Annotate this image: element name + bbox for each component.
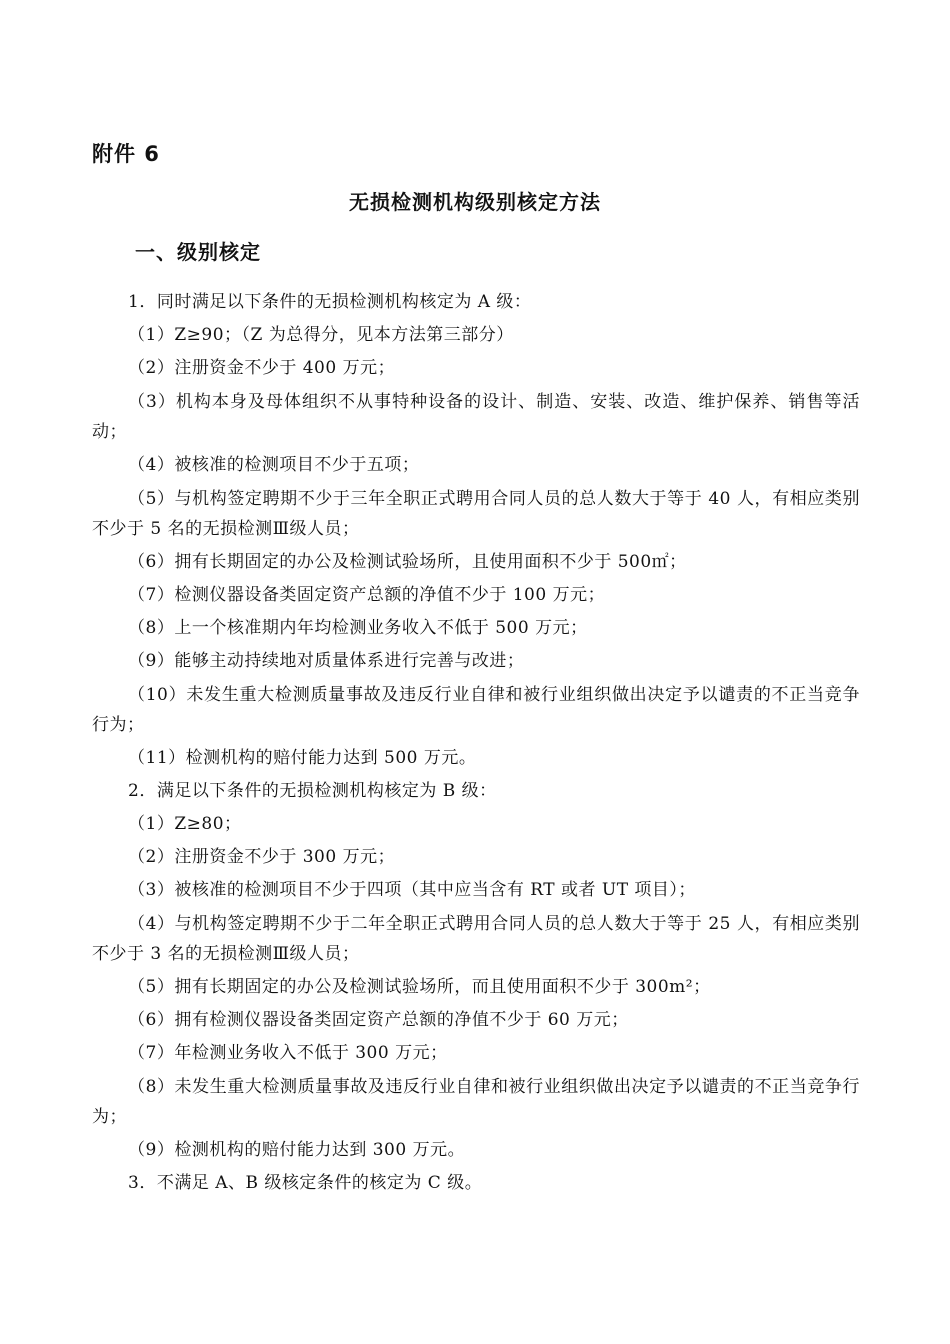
paragraph-b-7: （7）年检测业务收入不低于 300 万元；: [128, 1043, 448, 1063]
paragraph-b-4: （4）与机构签定聘期不少于二年全职正式聘用合同人员的总人数大于等于 25 人，有相应类别不少于 3 名的无损检测Ⅲ级人员；: [92, 914, 860, 964]
document-title: 无损检测机构级别核定方法: [349, 190, 601, 214]
paragraph-a-8: （8）上一个核准期内年均检测业务收入不低于 500 万元；: [128, 618, 588, 638]
paragraph-a-1: （1）Z≥90；（Z 为总得分，见本方法第三部分）: [128, 325, 514, 345]
paragraph-a-4: （4）被核准的检测项目不少于五项；: [128, 455, 420, 475]
document-body: [92, 286, 860, 1200]
paragraph-a-5: （5）与机构签定聘期不少于三年全职正式聘用合同人员的总人数大于等于 40 人，有相应类别不少于 5 名的无损检测Ⅲ级人员；: [92, 489, 860, 539]
paragraph-a-7: （7）检测仪器设备类固定资产总额的净值不少于 100 万元；: [128, 585, 606, 605]
paragraph-b-1: （1）Z≥80；: [128, 814, 242, 834]
attachment-label: 附件 6: [92, 142, 160, 166]
paragraph-b-2: （2）注册资金不少于 300 万元；: [128, 847, 396, 867]
paragraph-b-9: （9）检测机构的赔付能力达到 300 万元。: [128, 1140, 466, 1160]
paragraph-a-2: （2）注册资金不少于 400 万元；: [128, 358, 396, 378]
paragraph-a-3: （3）机构本身及母体组织不从事特种设备的设计、制造、安装、改造、维护保养、销售等活动；: [92, 392, 860, 442]
section-heading: 一、级别核定: [135, 240, 261, 264]
paragraph-a-10: （10）未发生重大检测质量事故及违反行业自律和被行业组织做出决定予以谴责的不正当竞争行为；: [92, 685, 860, 735]
paragraph-b-8: （8）未发生重大检测质量事故及违反行业自律和被行业组织做出决定予以谴责的不正当竞争行为；: [92, 1077, 860, 1127]
paragraph-b-6: （6）拥有检测仪器设备类固定资产总额的净值不少于 60 万元；: [128, 1010, 629, 1030]
paragraph-a-6: （6）拥有长期固定的办公及检测试验场所，且使用面积不少于 500㎡；: [128, 552, 687, 572]
paragraph-a-11: （11）检测机构的赔付能力达到 500 万元。: [128, 748, 477, 768]
paragraph-b-3: （3）被核准的检测项目不少于四项（其中应当含有 RT 或者 UT 项目）；: [128, 880, 696, 900]
paragraph-c-grade: 3．不满足 A、B 级核定条件的核定为 C 级。: [128, 1173, 483, 1193]
paragraph-b-grade-intro: 2．满足以下条件的无损检测机构核定为 B 级：: [128, 781, 497, 801]
paragraph-a-9: （9）能够主动持续地对质量体系进行完善与改进；: [128, 651, 525, 671]
paragraph-b-5: （5）拥有长期固定的办公及检测试验场所，而且使用面积不少于 300m²；: [128, 977, 711, 997]
paragraph-a-grade-intro: 1．同时满足以下条件的无损检测机构核定为 A 级：: [128, 292, 532, 312]
